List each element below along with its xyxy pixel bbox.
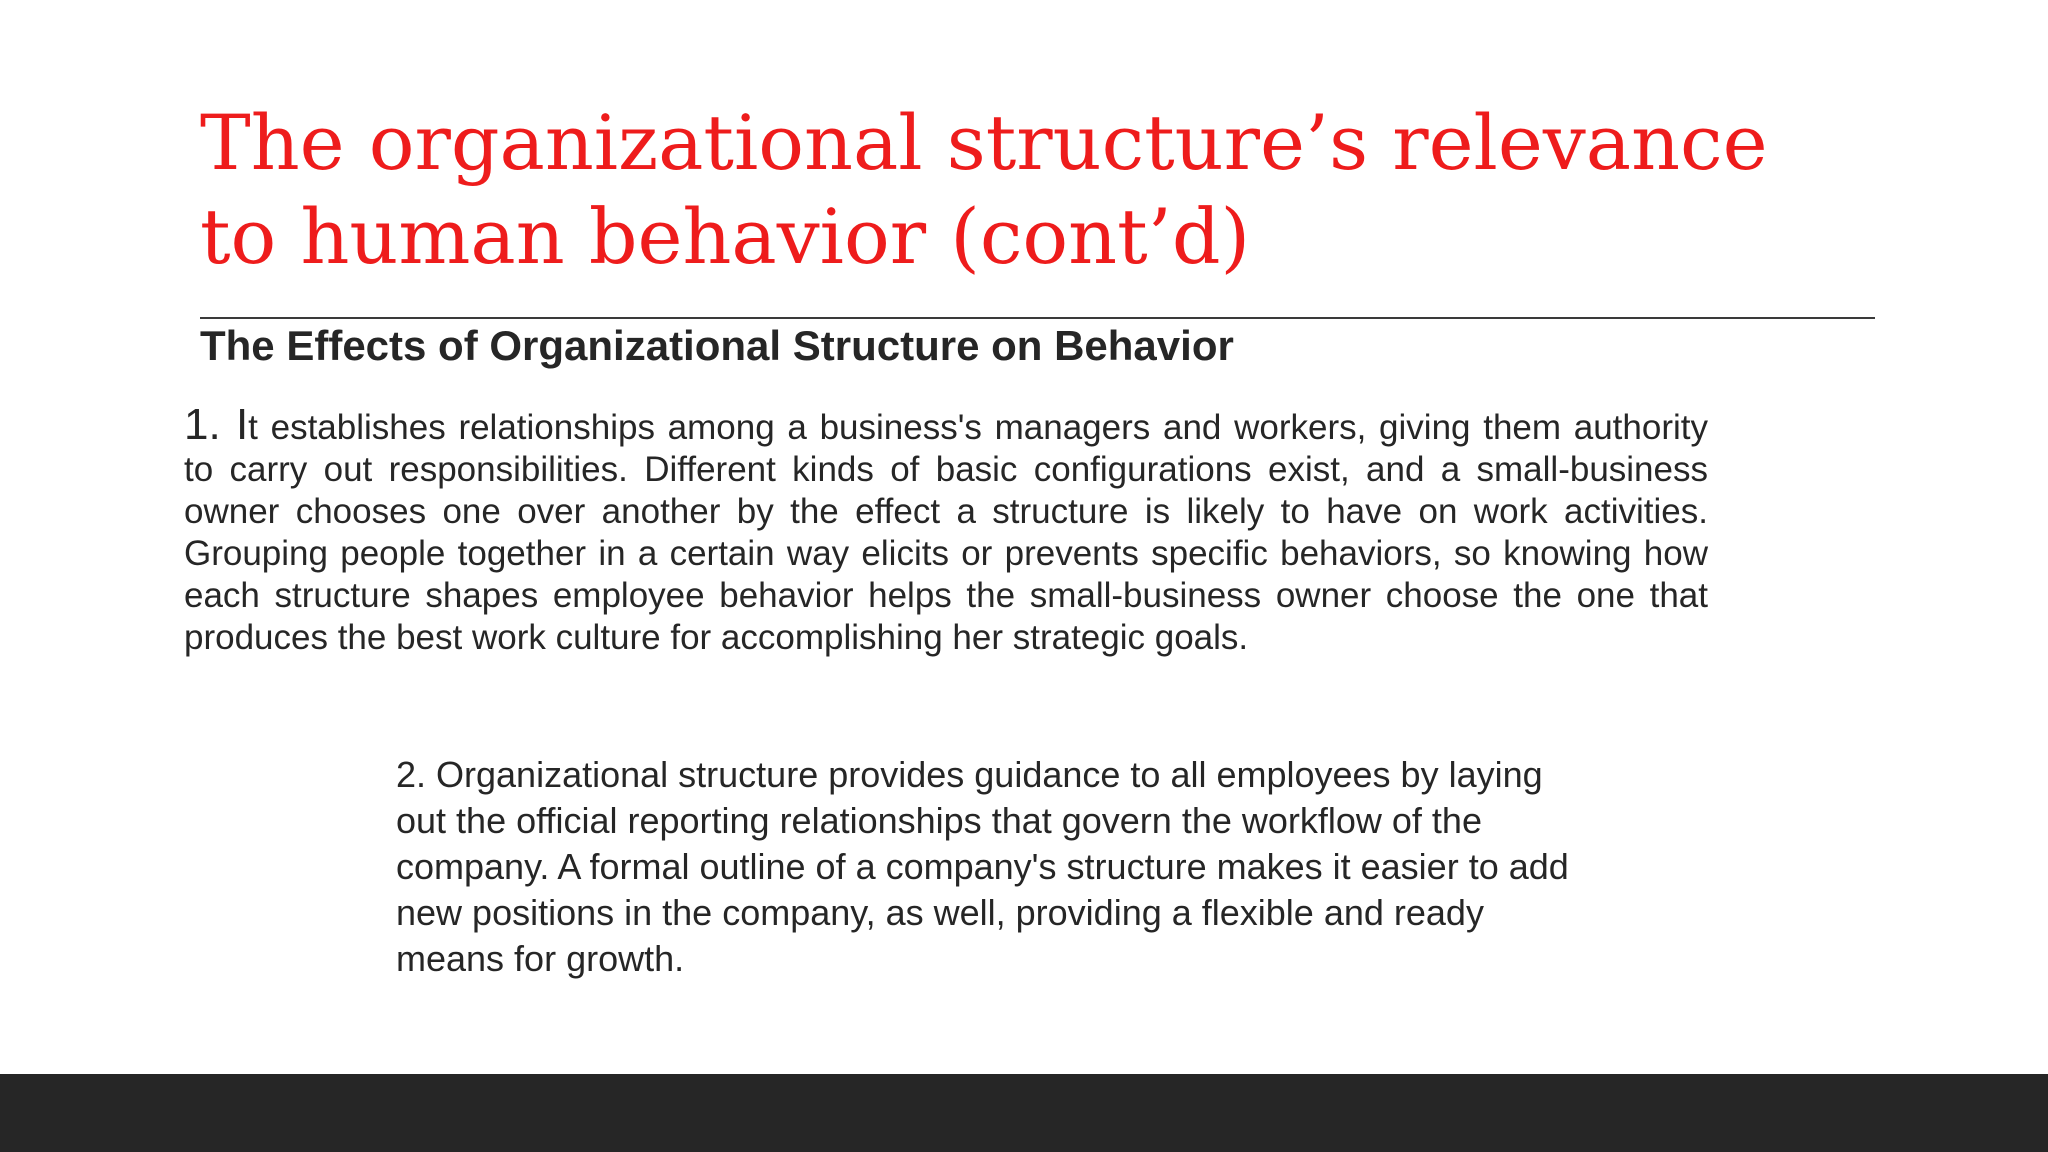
- slide-title: [200, 96, 1900, 284]
- point-2-paragraph: [396, 752, 1676, 982]
- slide-subtitle: The Effects of Organizational Structure on Behavior: [200, 322, 1234, 369]
- footer-bar: [0, 1074, 2048, 1152]
- point-1-text: t establishes relationships among a business's managers and workers, giving them authority to carry out responsibilities. Different kinds of basic configurations exist, and a small-business owner chooses one over another by the effect a structure is likely to have on work activities. Grouping people together in a certain way elicits or prevents specific behaviors, so knowing how each structure shapes employee behavior helps the small-business owner choose the one that produces the best work culture for accomplishing her strategic goals.: [184, 408, 1708, 657]
- point-2-line-3: company. A formal outline of a company's structure makes it easier to add: [396, 846, 1569, 887]
- slide-title-line-1: The organizational structure’s relevance: [200, 98, 1768, 187]
- point-1-number: 1.: [184, 400, 221, 449]
- point-2-line-2: out the official reporting relationships that govern the workflow of the: [396, 800, 1482, 841]
- slide-title-line-2: to human behavior (cont’d): [200, 192, 1251, 281]
- point-1-lead-letter: I: [235, 400, 249, 449]
- point-2-line-1: 2. Organizational structure provides guidance to all employees by laying: [396, 754, 1543, 795]
- point-2-line-4: new positions in the company, as well, providing a flexible and ready: [396, 892, 1484, 933]
- point-2-line-5: means for growth.: [396, 938, 685, 979]
- point-1-paragraph: [184, 400, 1708, 659]
